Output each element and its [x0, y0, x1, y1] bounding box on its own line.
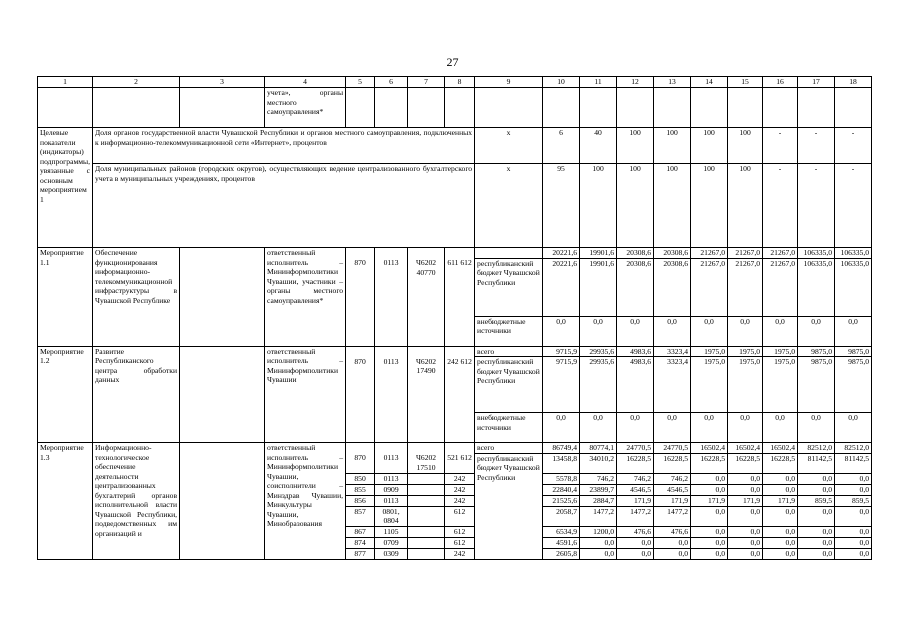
value-cell: 0,0 [798, 526, 835, 537]
column-number: 8 [445, 77, 475, 88]
target-row [38, 164, 872, 248]
section-code: 0909 [375, 484, 408, 495]
value-cell: 82512,0 [798, 443, 835, 454]
table-cell [617, 88, 654, 128]
table-cell [445, 88, 475, 128]
value-cell: 95 [543, 164, 580, 248]
value-cell: 29935,6 [580, 346, 617, 357]
continuation-row [38, 88, 872, 128]
table-cell [580, 88, 617, 128]
value-cell: 13458,8 [543, 453, 580, 473]
value-cell: 171,9 [763, 495, 798, 506]
expense-code: 242 [445, 484, 475, 495]
section-code: 0709 [375, 537, 408, 548]
table-cell [180, 346, 265, 443]
value-cell: 0,0 [835, 473, 872, 484]
value-cell: 29935,6 [580, 357, 617, 413]
value-cell: 0,0 [763, 526, 798, 537]
value-cell: 100 [654, 128, 691, 164]
ministry-code: 857 [346, 506, 375, 526]
source-cell: республиканский бюджет Чувашской Республики [475, 357, 543, 413]
value-cell: 21525,6 [543, 495, 580, 506]
table-cell [375, 443, 408, 454]
value-cell: - [798, 128, 835, 164]
expense-code: 242 [445, 548, 475, 559]
table-cell [93, 88, 180, 128]
value-cell: 0,0 [728, 473, 763, 484]
column-number: 15 [728, 77, 763, 88]
value-cell: 0,0 [728, 506, 763, 526]
value-cell: 0,0 [728, 484, 763, 495]
column-number: 10 [543, 77, 580, 88]
target-code [408, 548, 445, 559]
value-cell: 0,0 [543, 316, 580, 346]
value-cell: 0,0 [580, 548, 617, 559]
value-cell: 106335,0 [798, 258, 835, 316]
table-cell [346, 248, 375, 259]
value-cell: 4983,6 [617, 346, 654, 357]
value-cell: 16228,5 [728, 453, 763, 473]
value-cell: 0,0 [617, 413, 654, 443]
table-cell [408, 248, 445, 259]
value-cell: 81142,5 [798, 453, 835, 473]
value-cell: 0,0 [798, 506, 835, 526]
table-cell [654, 88, 691, 128]
value-cell: 0,0 [617, 548, 654, 559]
target-code: Ч6202 40770 [408, 258, 445, 316]
expense-code: 521 612 [445, 453, 475, 473]
value-cell: 1477,2 [654, 506, 691, 526]
value-cell: - [835, 164, 872, 248]
executor-cell: ответственный исполнитель – Мининформполитики Чувашии [265, 346, 346, 443]
target-code [408, 506, 445, 526]
value-cell: 1975,0 [728, 357, 763, 413]
value-cell: 1975,0 [691, 357, 728, 413]
value-cell: 9875,0 [835, 357, 872, 413]
value-cell: 21267,0 [728, 248, 763, 259]
value-cell: 0,0 [835, 548, 872, 559]
value-cell: 0,0 [654, 537, 691, 548]
table-cell [180, 248, 265, 347]
table-cell [445, 346, 475, 357]
value-cell: 106335,0 [835, 258, 872, 316]
value-cell: 21267,0 [763, 258, 798, 316]
section-code: 0113 [375, 258, 408, 316]
column-number: 3 [180, 77, 265, 88]
value-cell: 0,0 [617, 537, 654, 548]
value-cell: 106335,0 [835, 248, 872, 259]
value-cell: 746,2 [617, 473, 654, 484]
value-cell: 20308,6 [654, 258, 691, 316]
value-cell: 0,0 [580, 316, 617, 346]
target-code [408, 495, 445, 506]
value-cell: 100 [654, 164, 691, 248]
value-cell: 0,0 [691, 537, 728, 548]
value-cell: 1975,0 [691, 346, 728, 357]
expense-code: 242 [445, 473, 475, 484]
indicator-text: Доля муниципальных районов (городских округов), осуществляющих ведение централизованного бухгалтерского учета в муниципальных учреждениях, процентов [93, 164, 475, 248]
target-code [408, 484, 445, 495]
value-cell: 9715,9 [543, 346, 580, 357]
target-code: Ч6202 17490 [408, 357, 445, 413]
measure-name: Развитие Республиканского центра обработки данных [93, 346, 180, 443]
value-cell: 82512,0 [835, 443, 872, 454]
value-cell: 1975,0 [763, 346, 798, 357]
value-cell: 0,0 [763, 506, 798, 526]
section-code: 1105 [375, 526, 408, 537]
value-cell: 0,0 [617, 316, 654, 346]
value-cell: 0,0 [798, 537, 835, 548]
value-cell: 100 [617, 164, 654, 248]
value-cell: 171,9 [654, 495, 691, 506]
table-cell [475, 88, 543, 128]
table-cell [346, 346, 375, 357]
value-cell: 23899,7 [580, 484, 617, 495]
source-cell: внебюджетные источники [475, 316, 543, 346]
column-number: 9 [475, 77, 543, 88]
section-code: 0801, 0804 [375, 506, 408, 526]
value-cell: 0,0 [543, 413, 580, 443]
value-cell: 4591,6 [543, 537, 580, 548]
table-cell [691, 88, 728, 128]
targets-label: Целевые показатели (индикаторы) подпрограммы, увязанные с основным мероприятием 1 [38, 128, 93, 248]
expense-code: 612 [445, 526, 475, 537]
ministry-code: 870 [346, 258, 375, 316]
measure-name: Информационно-технологическое обеспечение деятельности централизованных бухгалтерий органов исполнительной власти Чувашской Республики, подведомственных им организаций и [93, 443, 180, 560]
executor-cell: учета», органы местного самоуправления* [265, 88, 346, 128]
value-cell: 1477,2 [617, 506, 654, 526]
column-number: 18 [835, 77, 872, 88]
table-cell [408, 88, 445, 128]
column-number: 17 [798, 77, 835, 88]
value-cell: 100 [691, 164, 728, 248]
value-cell: 2605,8 [543, 548, 580, 559]
unit-cell: х [475, 128, 543, 164]
value-cell: 4546,5 [654, 484, 691, 495]
value-cell: 0,0 [691, 316, 728, 346]
value-cell: 0,0 [580, 413, 617, 443]
source-cell: республиканский бюджет Чувашской Республики [475, 258, 543, 316]
ministry-code: 870 [346, 453, 375, 473]
value-cell: 16228,5 [763, 453, 798, 473]
value-cell: 0,0 [763, 548, 798, 559]
value-cell: 0,0 [763, 537, 798, 548]
value-cell: 171,9 [617, 495, 654, 506]
column-number: 1 [38, 77, 93, 88]
table-cell [543, 88, 580, 128]
table-cell [375, 346, 408, 357]
table-cell [375, 413, 408, 443]
table-cell [180, 88, 265, 128]
target-code [408, 473, 445, 484]
value-cell: 0,0 [835, 506, 872, 526]
value-cell: 9875,0 [798, 346, 835, 357]
value-cell: 9715,9 [543, 357, 580, 413]
table-cell [798, 88, 835, 128]
section-code: 0309 [375, 548, 408, 559]
table-cell [763, 88, 798, 128]
ministry-code: 877 [346, 548, 375, 559]
table-cell [375, 316, 408, 346]
value-cell: 0,0 [728, 537, 763, 548]
measure-row [38, 346, 872, 357]
column-number: 12 [617, 77, 654, 88]
value-cell: 171,9 [728, 495, 763, 506]
value-cell: 859,5 [798, 495, 835, 506]
value-cell: 16228,5 [654, 453, 691, 473]
value-cell: 24770,5 [617, 443, 654, 454]
table-cell [408, 443, 445, 454]
table-cell [375, 248, 408, 259]
table-cell [408, 346, 445, 357]
value-cell: 100 [580, 164, 617, 248]
value-cell: 86749,4 [543, 443, 580, 454]
value-cell: 100 [691, 128, 728, 164]
value-cell: 1200,0 [580, 526, 617, 537]
expense-code: 611 612 [445, 258, 475, 316]
section-code: 0113 [375, 473, 408, 484]
measure-label: Мероприятие 1.1 [38, 248, 93, 347]
ministry-code: 870 [346, 357, 375, 413]
program-table [37, 76, 872, 560]
table-cell [408, 316, 445, 346]
column-number: 14 [691, 77, 728, 88]
expense-code: 242 612 [445, 357, 475, 413]
value-cell: 0,0 [691, 548, 728, 559]
value-cell: 20221,6 [543, 258, 580, 316]
ministry-code: 867 [346, 526, 375, 537]
value-cell: 9875,0 [798, 357, 835, 413]
source-cell: всего [475, 346, 543, 357]
measure-name: Обеспечение функционирования информационно-телекоммуникационной инфраструктуры в Чувашской Республике [93, 248, 180, 347]
ministry-code: 874 [346, 537, 375, 548]
table-cell [445, 443, 475, 454]
column-number: 5 [346, 77, 375, 88]
value-cell: 21267,0 [691, 258, 728, 316]
executor-cell: ответственный исполнитель – Мининформполитики Чувашии, участники – органы местного самоуправления* [265, 248, 346, 347]
value-cell: 1975,0 [728, 346, 763, 357]
table-cell [346, 443, 375, 454]
value-cell: 0,0 [835, 484, 872, 495]
value-cell: 0,0 [691, 413, 728, 443]
table-cell [445, 413, 475, 443]
header-row [38, 77, 872, 88]
value-cell: 19901,6 [580, 248, 617, 259]
value-cell: - [835, 128, 872, 164]
column-number: 2 [93, 77, 180, 88]
source-cell [475, 248, 543, 259]
target-code [408, 526, 445, 537]
value-cell: 16502,4 [728, 443, 763, 454]
value-cell: 100 [617, 128, 654, 164]
value-cell: 6534,9 [543, 526, 580, 537]
value-cell: 3323,4 [654, 357, 691, 413]
expense-code: 612 [445, 537, 475, 548]
measure-row [38, 443, 872, 454]
table-cell [346, 88, 375, 128]
value-cell: 16502,4 [763, 443, 798, 454]
value-cell: 22840,4 [543, 484, 580, 495]
measure-label: Мероприятие 1.2 [38, 346, 93, 443]
column-number: 6 [375, 77, 408, 88]
value-cell: 476,6 [617, 526, 654, 537]
value-cell: 2884,7 [580, 495, 617, 506]
measure-label: Мероприятие 1.3 [38, 443, 93, 560]
value-cell: 20221,6 [543, 248, 580, 259]
value-cell: 21267,0 [691, 248, 728, 259]
value-cell: 80774,1 [580, 443, 617, 454]
value-cell: 1477,2 [580, 506, 617, 526]
value-cell: 21267,0 [763, 248, 798, 259]
value-cell: 0,0 [691, 506, 728, 526]
unit-cell: х [475, 164, 543, 248]
expense-code: 242 [445, 495, 475, 506]
value-cell: 0,0 [798, 413, 835, 443]
value-cell: - [763, 128, 798, 164]
value-cell: 4983,6 [617, 357, 654, 413]
executor-cell: ответственный исполнитель – Мининформполитики Чувашии, соисполнители – Минздрав Чувашии, Минкультуры Чувашии, Минобразования [265, 443, 346, 560]
table-cell [180, 443, 265, 560]
value-cell: - [763, 164, 798, 248]
table-cell [445, 248, 475, 259]
value-cell: 0,0 [798, 484, 835, 495]
value-cell: 859,5 [835, 495, 872, 506]
value-cell: 0,0 [728, 548, 763, 559]
ministry-code: 855 [346, 484, 375, 495]
value-cell: 3323,4 [654, 346, 691, 357]
value-cell: 0,0 [798, 473, 835, 484]
value-cell: 0,0 [763, 316, 798, 346]
value-cell: 100 [728, 128, 763, 164]
indicator-text: Доля органов государственной власти Чувашской Республики и органов местного самоуправления, подключенных к информационно-телекоммуникационной сети «Интернет», процентов [93, 128, 475, 164]
value-cell: 40 [580, 128, 617, 164]
value-cell: 0,0 [798, 548, 835, 559]
value-cell: - [798, 164, 835, 248]
value-cell: 0,0 [835, 526, 872, 537]
value-cell: 20308,6 [617, 258, 654, 316]
value-cell: 0,0 [835, 316, 872, 346]
value-cell: 0,0 [728, 413, 763, 443]
value-cell: 0,0 [763, 473, 798, 484]
value-cell: 21267,0 [728, 258, 763, 316]
table-cell [445, 316, 475, 346]
value-cell: 0,0 [728, 526, 763, 537]
value-cell: 0,0 [691, 473, 728, 484]
table-cell [835, 88, 872, 128]
table-cell [408, 413, 445, 443]
value-cell: 746,2 [580, 473, 617, 484]
source-cell: республиканский бюджет Чувашской Республики [475, 453, 543, 559]
column-number: 16 [763, 77, 798, 88]
value-cell: 476,6 [654, 526, 691, 537]
source-cell: внебюджетные источники [475, 413, 543, 443]
source-cell: всего [475, 443, 543, 454]
column-number: 7 [408, 77, 445, 88]
table-cell [38, 88, 93, 128]
column-number: 13 [654, 77, 691, 88]
value-cell: 20308,6 [654, 248, 691, 259]
section-code: 0113 [375, 453, 408, 473]
section-code: 0113 [375, 495, 408, 506]
value-cell: 16228,5 [691, 453, 728, 473]
table-cell [375, 88, 408, 128]
ministry-code: 856 [346, 495, 375, 506]
column-number: 4 [265, 77, 346, 88]
value-cell: 19901,6 [580, 258, 617, 316]
measure-row [38, 248, 872, 259]
value-cell: 2058,7 [543, 506, 580, 526]
value-cell: 5578,8 [543, 473, 580, 484]
value-cell: 0,0 [798, 316, 835, 346]
value-cell: 6 [543, 128, 580, 164]
value-cell: 0,0 [691, 484, 728, 495]
value-cell: 0,0 [728, 316, 763, 346]
value-cell: 746,2 [654, 473, 691, 484]
value-cell: 20308,6 [617, 248, 654, 259]
target-row [38, 128, 872, 164]
value-cell: 16502,4 [691, 443, 728, 454]
value-cell: 106335,0 [798, 248, 835, 259]
value-cell: 100 [728, 164, 763, 248]
table-cell [346, 316, 375, 346]
value-cell: 0,0 [835, 413, 872, 443]
table-cell [346, 413, 375, 443]
target-code: Ч6202 17510 [408, 453, 445, 473]
target-code [408, 537, 445, 548]
section-code: 0113 [375, 357, 408, 413]
value-cell: 0,0 [691, 526, 728, 537]
value-cell: 0,0 [654, 413, 691, 443]
value-cell: 0,0 [654, 316, 691, 346]
value-cell: 34010,2 [580, 453, 617, 473]
value-cell: 16228,5 [617, 453, 654, 473]
value-cell: 24770,5 [654, 443, 691, 454]
value-cell: 9875,0 [835, 346, 872, 357]
value-cell: 4546,5 [617, 484, 654, 495]
value-cell: 0,0 [654, 548, 691, 559]
value-cell: 0,0 [763, 484, 798, 495]
table-cell [728, 88, 763, 128]
value-cell: 81142,5 [835, 453, 872, 473]
value-cell: 0,0 [580, 537, 617, 548]
value-cell: 0,0 [763, 413, 798, 443]
ministry-code: 850 [346, 473, 375, 484]
column-number: 11 [580, 77, 617, 88]
page-number: 27 [446, 55, 459, 69]
value-cell: 0,0 [835, 537, 872, 548]
value-cell: 171,9 [691, 495, 728, 506]
expense-code: 612 [445, 506, 475, 526]
value-cell: 1975,0 [763, 357, 798, 413]
